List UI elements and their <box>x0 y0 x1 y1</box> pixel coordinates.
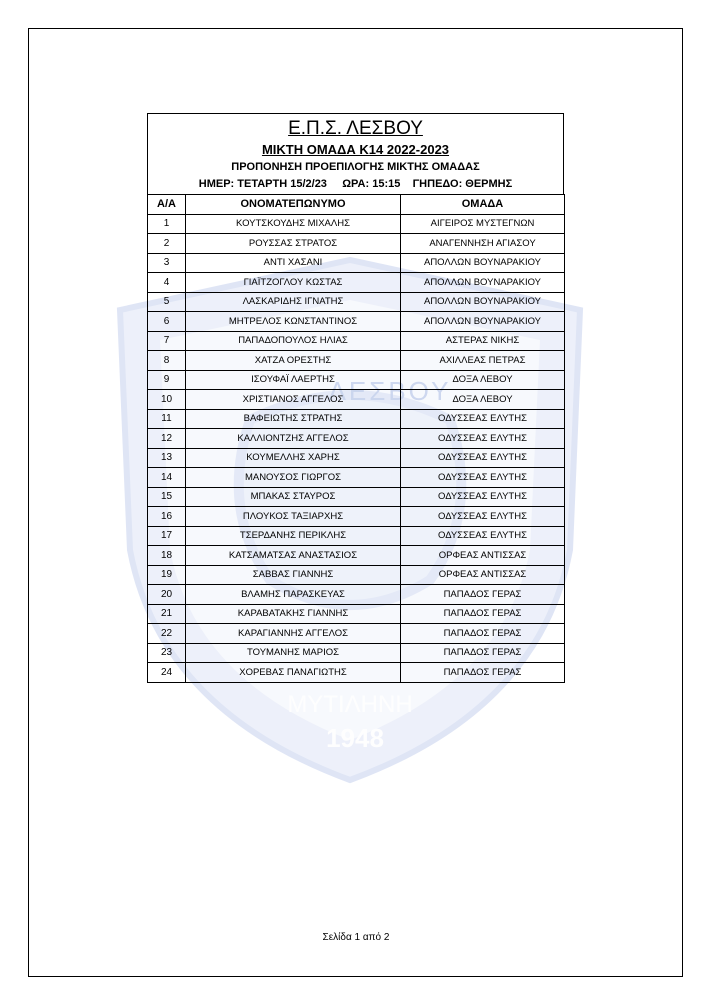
row-number-cell: 4 <box>148 273 186 293</box>
table-row <box>148 526 565 546</box>
page-total: 2 <box>383 932 390 943</box>
team-name-cell: ΑΙΓΕΙΡΟΣ ΜΥΣΤΕΓΝΩΝ <box>401 214 565 234</box>
column-header-number: Α/Α <box>148 195 186 215</box>
player-name-cell: ΚΑΛΛΙΟΝΤΖΗΣ ΑΓΓΕΛΟΣ <box>186 429 401 449</box>
table-row <box>148 663 565 683</box>
player-name-cell: ΜΗΤΡΕΛΟΣ ΚΩΝΣΤΑΝΤΙΝΟΣ <box>186 312 401 332</box>
team-name-cell: ΑΣΤΕΡΑΣ ΝΙΚΗΣ <box>401 331 565 351</box>
row-number-cell: 24 <box>148 663 186 683</box>
team-name-cell: ΟΔΥΣΣΕΑΣ ΕΛΥΤΗΣ <box>401 448 565 468</box>
team-name-cell: ΠΑΠΑΔΟΣ ΓΕΡΑΣ <box>401 643 565 663</box>
table-row <box>148 390 565 410</box>
table-row <box>148 585 565 605</box>
table-header-row <box>148 195 565 215</box>
row-number-cell: 18 <box>148 546 186 566</box>
row-number-cell: 20 <box>148 585 186 605</box>
team-name-cell: ΑΠΟΛΛΩΝ ΒΟΥΝΑΡΑΚΙΟΥ <box>401 273 565 293</box>
table-row <box>148 565 565 585</box>
table-row <box>148 292 565 312</box>
row-number-cell: 21 <box>148 604 186 624</box>
players-table <box>147 194 565 683</box>
table-row <box>148 351 565 371</box>
training-description: ΠΡΟΠΟΝΗΣΗ ΠΡΟΕΠΙΛΟΓΗΣ ΜΙΚΤΗΣ ΟΜΑΔΑΣ <box>231 161 480 173</box>
row-number-cell: 6 <box>148 312 186 332</box>
player-name-cell: ΛΑΣΚΑΡΙΔΗΣ ΙΓΝΑΤΗΣ <box>186 292 401 312</box>
player-name-cell: ΒΛΑΜΗΣ ΠΑΡΑΣΚΕΥΑΣ <box>186 585 401 605</box>
player-name-cell: ΣΑΒΒΑΣ ΓΙΑΝΝΗΣ <box>186 565 401 585</box>
federation-title: Ε.Π.Σ. ΛΕΣΒΟΥ <box>288 118 423 139</box>
player-name-cell: ΙΣΟΥΦΑΪ ΛΑΕΡΤΗΣ <box>186 370 401 390</box>
table-row <box>148 331 565 351</box>
table-row <box>148 468 565 488</box>
row-number-cell: 14 <box>148 468 186 488</box>
team-name-cell: ΟΡΦΕΑΣ ΑΝΤΙΣΣΑΣ <box>401 546 565 566</box>
player-name-cell: ΑΝΤΙ ΧΑΣΑΝΙ <box>186 253 401 273</box>
team-name-cell: ΑΧΙΛΛΕΑΣ ΠΕΤΡΑΣ <box>401 351 565 371</box>
player-name-cell: ΚΑΤΣΑΜΑΤΣΑΣ ΑΝΑΣΤΑΣΙΟΣ <box>186 546 401 566</box>
row-number-cell: 9 <box>148 370 186 390</box>
player-name-cell: ΓΙΑΪΤΖΟΓΛΟΥ ΚΩΣΤΑΣ <box>186 273 401 293</box>
table-row <box>148 253 565 273</box>
table-row <box>148 643 565 663</box>
table-row <box>148 487 565 507</box>
table-row <box>148 214 565 234</box>
team-name-cell: ΠΑΠΑΔΟΣ ΓΕΡΑΣ <box>401 663 565 683</box>
player-name-cell: ΡΟΥΣΣΑΣ ΣΤΡΑΤΟΣ <box>186 234 401 254</box>
player-name-cell: ΚΟΥΤΣΚΟΥΔΗΣ ΜΙΧΑΛΗΣ <box>186 214 401 234</box>
table-row <box>148 448 565 468</box>
row-number-cell: 2 <box>148 234 186 254</box>
row-number-cell: 11 <box>148 409 186 429</box>
player-name-cell: ΚΟΥΜΕΛΛΗΣ ΧΑΡΗΣ <box>186 448 401 468</box>
row-number-cell: 5 <box>148 292 186 312</box>
page-number-prefix: Σελίδα 1 από <box>322 932 384 943</box>
training-details: ΗΜΕΡ: ΤΕΤΑΡΤΗ 15/2/23 ΩΡΑ: 15:15 ΓΗΠΕΔΟ: ΘΕΡΜΗΣ <box>198 178 513 190</box>
player-name-cell: ΒΑΦΕΙΩΤΗΣ ΣΤΡΑΤΗΣ <box>186 409 401 429</box>
table-row <box>148 507 565 527</box>
team-name-cell: ΟΔΥΣΣΕΑΣ ΕΛΥΤΗΣ <box>401 468 565 488</box>
row-number-cell: 23 <box>148 643 186 663</box>
team-name-cell: ΟΔΥΣΣΕΑΣ ΕΛΥΤΗΣ <box>401 507 565 527</box>
player-name-cell: ΚΑΡΑΒΑΤΑΚΗΣ ΓΙΑΝΝΗΣ <box>186 604 401 624</box>
player-name-cell: ΧΟΡΕΒΑΣ ΠΑΝΑΓΙΩΤΗΣ <box>186 663 401 683</box>
player-name-cell: ΚΑΡΑΓΙΑΝΝΗΣ ΑΓΓΕΛΟΣ <box>186 624 401 644</box>
team-name-cell: ΔΟΞΑ ΛΕΒΟΥ <box>401 390 565 410</box>
table-row <box>148 409 565 429</box>
roster-header <box>147 113 564 194</box>
row-number-cell: 13 <box>148 448 186 468</box>
row-number-cell: 17 <box>148 526 186 546</box>
team-name-cell: ΟΔΥΣΣΕΑΣ ΕΛΥΤΗΣ <box>401 429 565 449</box>
row-number-cell: 22 <box>148 624 186 644</box>
watermark-year-text: 1948 <box>326 723 384 753</box>
table-row <box>148 370 565 390</box>
team-name-cell: ΑΠΟΛΛΩΝ ΒΟΥΝΑΡΑΚΙΟΥ <box>401 312 565 332</box>
table-row <box>148 604 565 624</box>
table-row <box>148 234 565 254</box>
team-name-cell: ΑΠΟΛΛΩΝ ΒΟΥΝΑΡΑΚΙΟΥ <box>401 292 565 312</box>
watermark-city-text: ΜΥΤΙΛΗΝΗ <box>287 691 413 718</box>
roster-document <box>147 113 564 683</box>
column-header-name: ΟΝΟΜΑΤΕΠΩΝΥΜΟ <box>186 195 401 215</box>
row-number-cell: 16 <box>148 507 186 527</box>
player-name-cell: ΧΡΙΣΤΙΑΝΟΣ ΑΓΓΕΛΟΣ <box>186 390 401 410</box>
row-number-cell: 10 <box>148 390 186 410</box>
player-name-cell: ΧΑΤΖΑ ΟΡΕΣΤΗΣ <box>186 351 401 371</box>
team-name-cell: ΟΔΥΣΣΕΑΣ ΕΛΥΤΗΣ <box>401 526 565 546</box>
row-number-cell: 19 <box>148 565 186 585</box>
row-number-cell: 12 <box>148 429 186 449</box>
player-name-cell: ΠΛΟΥΚΟΣ ΤΑΞΙΑΡΧΗΣ <box>186 507 401 527</box>
player-name-cell: ΤΣΕΡΔΑΝΗΣ ΠΕΡΙΚΛΗΣ <box>186 526 401 546</box>
table-row <box>148 546 565 566</box>
team-name-cell: ΠΑΠΑΔΟΣ ΓΕΡΑΣ <box>401 624 565 644</box>
team-name-cell: ΟΔΥΣΣΕΑΣ ΕΛΥΤΗΣ <box>401 487 565 507</box>
team-subtitle: ΜΙΚΤΗ ΟΜΑΔΑ Κ14 2022-2023 <box>261 142 450 157</box>
row-number-cell: 1 <box>148 214 186 234</box>
table-row <box>148 624 565 644</box>
page-footer <box>0 932 712 943</box>
table-row <box>148 273 565 293</box>
player-name-cell: ΠΑΠΑΔΟΠΟΥΛΟΣ ΗΛΙΑΣ <box>186 331 401 351</box>
table-row <box>148 312 565 332</box>
table-row <box>148 429 565 449</box>
player-name-cell: ΜΑΝΟΥΣΟΣ ΓΙΩΡΓΟΣ <box>186 468 401 488</box>
team-name-cell: ΟΔΥΣΣΕΑΣ ΕΛΥΤΗΣ <box>401 409 565 429</box>
team-name-cell: ΟΡΦΕΑΣ ΑΝΤΙΣΣΑΣ <box>401 565 565 585</box>
table-body <box>148 214 565 682</box>
player-name-cell: ΤΟΥΜΑΝΗΣ ΜΑΡΙΟΣ <box>186 643 401 663</box>
row-number-cell: 7 <box>148 331 186 351</box>
team-name-cell: ΔΟΞΑ ΛΕΒΟΥ <box>401 370 565 390</box>
row-number-cell: 3 <box>148 253 186 273</box>
team-name-cell: ΠΑΠΑΔΟΣ ΓΕΡΑΣ <box>401 585 565 605</box>
team-name-cell: ΠΑΠΑΔΟΣ ΓΕΡΑΣ <box>401 604 565 624</box>
team-name-cell: ΑΝΑΓΕΝΝΗΣΗ ΑΓΙΑΣΟΥ <box>401 234 565 254</box>
player-name-cell: ΜΠΑΚΑΣ ΣΤΑΥΡΟΣ <box>186 487 401 507</box>
column-header-team: ΟΜΑΔΑ <box>401 195 565 215</box>
row-number-cell: 8 <box>148 351 186 371</box>
watermark-lesvou-text: ΛΕΣΒΟΥ <box>328 376 452 406</box>
row-number-cell: 15 <box>148 487 186 507</box>
team-name-cell: ΑΠΟΛΛΩΝ ΒΟΥΝΑΡΑΚΙΟΥ <box>401 253 565 273</box>
